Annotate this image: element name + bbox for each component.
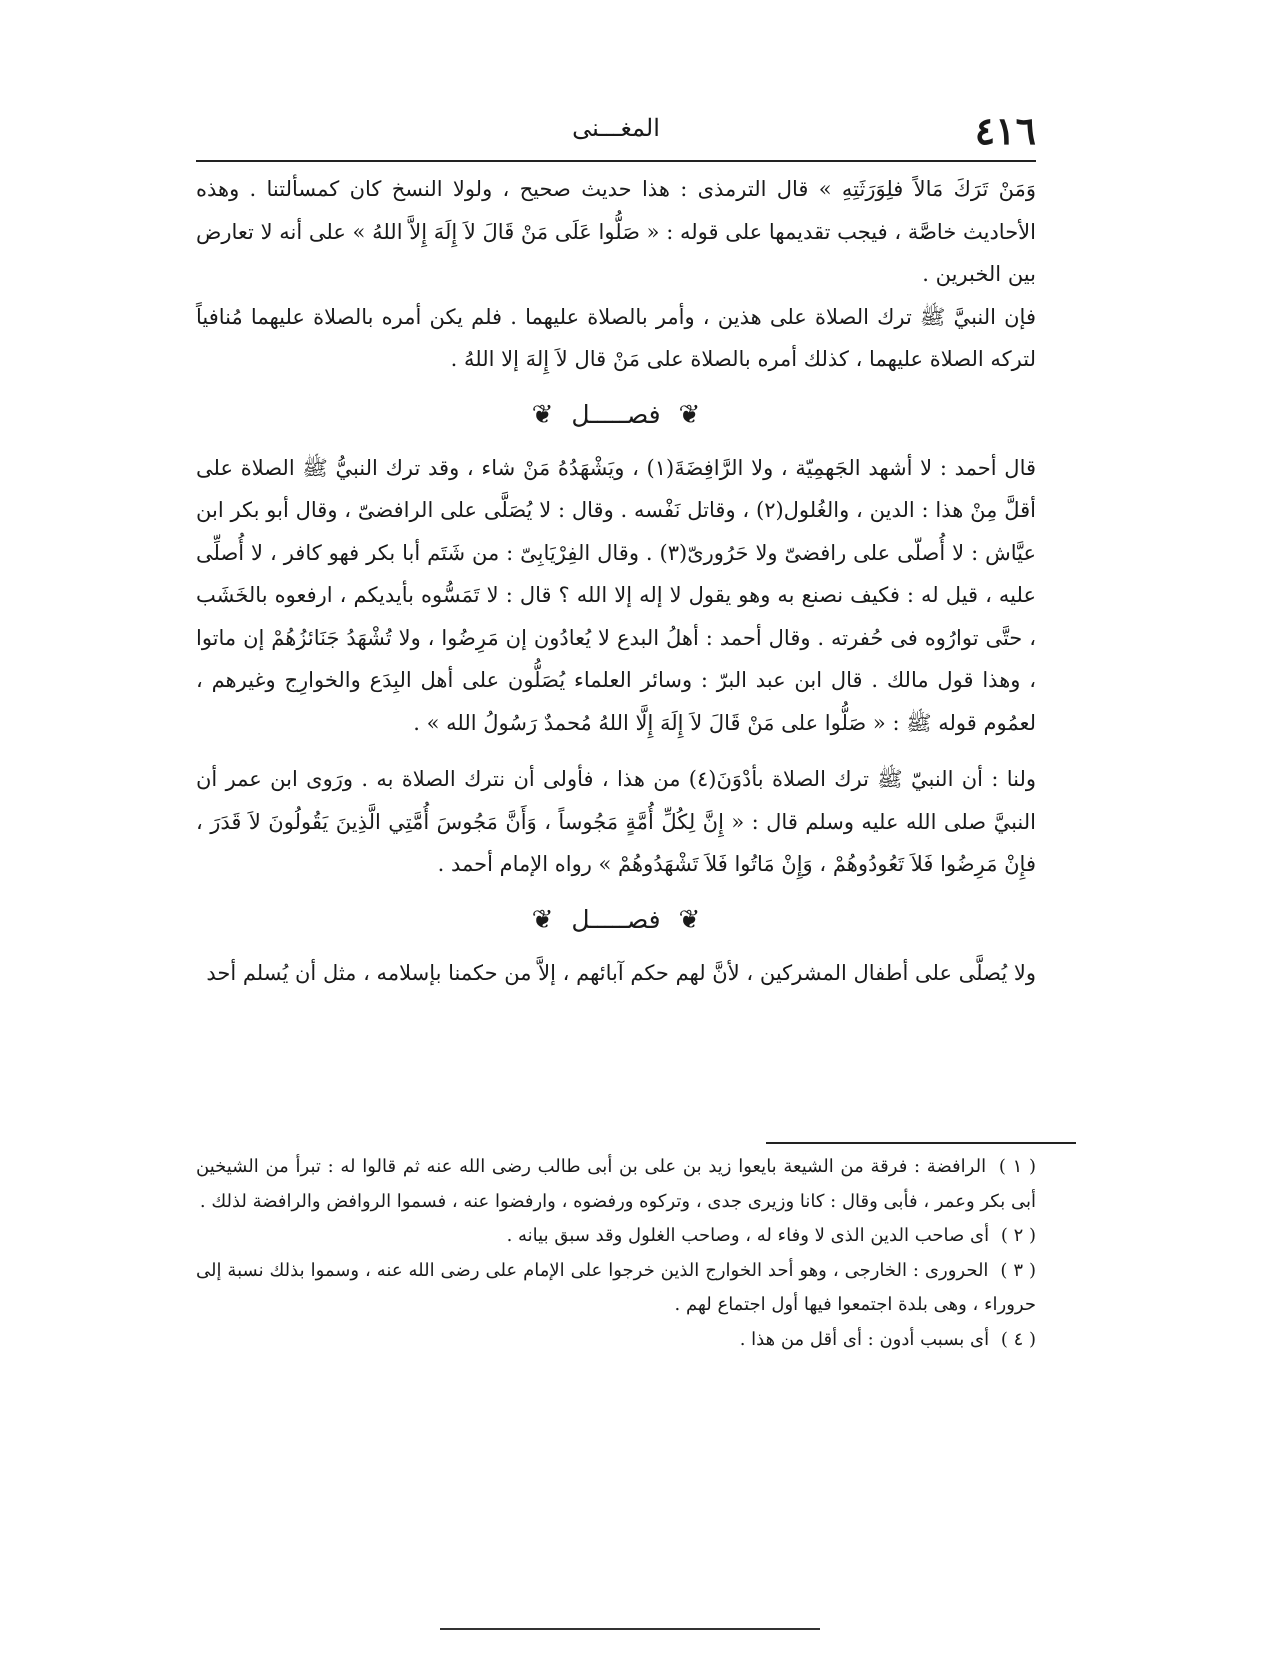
- page-number: ٤١٦: [974, 108, 1036, 153]
- page-header: [196, 108, 1036, 158]
- footnote: [196, 1323, 1036, 1358]
- paragraph: ولنا : أن النبيّ ﷺ ترك الصلاة بأدْوَنَ(٤) من هذا ، فأولى أن نترك الصلاة به . ورَوى ابن عمر أن النبيَّ صلى الله عليه وسلم قال : « إِنَّ لِكُلِّ أُمَّةٍ مَجُوساً ، وَأَنَّ مَجُوسَ أُمَّتِي الَّذِينَ يَقُولُونَ لاَ قَدَرَ ، فإِنْ مَرِضُوا فَلاَ تَعُودُوهُمْ ، وَإِنْ مَاتُوا فَلاَ تَشْهَدُوهُمْ » رواه الإمام أحمد .: [196, 767, 1036, 876]
- ornament-icon: ❦: [531, 905, 554, 935]
- ornament-icon: ❦: [678, 905, 701, 935]
- section-heading-label: فصـــــل: [571, 905, 661, 934]
- ornament-icon: ❦: [531, 400, 554, 430]
- ornament-icon: ❦: [678, 400, 701, 430]
- paragraph: وَمَنْ تَرَكَ مَالاً فلِوَرَثَتِهِ » قال الترمذى : هذا حديث صحيح ، ولولا النسخ كان كمسألتنا . وهذه الأحاديث خاصَّة ، فيجب تقديمها على قوله : « صَلُّوا عَلَى مَنْ قَالَ لاَ إِلَهَ إِلاَّ اللهُ » على أنه لا تعارض بين الخبرين .: [196, 177, 1036, 286]
- paragraph: ولا يُصلَّى على أطفال المشركين ، لأنَّ لهم حكم آبائهم ، إلاَّ من حكمنا بإسلامه ، مثل أن يُسلم أحد: [206, 960, 1036, 985]
- paragraph: فإن النبيَّ ﷺ ترك الصلاة على هذين ، وأمر بالصلاة عليهما . فلم يكن أمره بالصلاة عليهما مُنافياً لتركه الصلاة عليهما ، كذلك أمره بالصلاة على مَنْ قال لاَ إِلهَ إلا اللهُ .: [196, 304, 1036, 371]
- bottom-rule: [440, 1628, 820, 1630]
- section-heading: [196, 886, 1036, 952]
- footnote-text: الرافضة : فرقة من الشيعة بايعوا زيد بن على بن أبى طالب رضى الله عنه ثم قالوا له : تبرأ من الشيخين أبى بكر وعمر ، فأبى وقال : كانا وزيرى جدى ، وتركوه ورفضوه ، وارفضوا عنه ، فسموا الروافض والرافضة لذلك .: [196, 1156, 1036, 1212]
- footnote-mark: ( ٣ ): [1000, 1259, 1036, 1281]
- footnote-mark: ( ١ ): [998, 1156, 1036, 1177]
- footnote-mark: ( ٤ ): [1000, 1328, 1036, 1350]
- footnote-mark: ( ٢ ): [1000, 1225, 1036, 1246]
- main-text: [196, 168, 1036, 994]
- footnote-text: أى صاحب الدين الذى لا وفاء له ، وصاحب الغلول وقد سبق بيانه .: [506, 1225, 990, 1246]
- header-rule: [196, 160, 1036, 162]
- section-heading-label: فصـــــل: [571, 400, 661, 429]
- footnote-rule: [766, 1142, 1076, 1144]
- footnote: [196, 1150, 1036, 1219]
- footnote: [196, 1254, 1036, 1323]
- running-title: المغـــنى: [572, 114, 660, 142]
- footnote: [196, 1219, 1036, 1254]
- section-heading: [196, 381, 1036, 447]
- footnotes: [196, 1150, 1036, 1357]
- footnote-text: أى بسبب أدون : أى أقل من هذا .: [739, 1328, 990, 1350]
- footnote-text: الحرورى : الخارجى ، وهو أحد الخوارج الذين خرجوا على الإمام على رضى الله عنه ، وسموا بذلك نسبة إلى حروراء ، وهى بلدة اجتمعوا فيها أول اجتماع لهم .: [196, 1259, 1036, 1315]
- paragraph: قال أحمد : لا أشهد الجَهمِيّة ، ولا الرَّافِضَةَ(١) ، ويَشْهَدُهُ مَنْ شاء ، وقد ترك النبيُّ ﷺ الصلاة على أقلَّ مِنْ هذا : الدين ، والغُلول(٢) ، وقاتل نَفْسه . وقال : لا يُصَلَّى على الرافضىّ ، وقال أبو بكر ابن عيَّاش : لا أُصلّى على رافضىّ ولا حَرُورىّ(٣) . وقال الفِرْيَابِىّ : من شَتَم أبا بكر فهو كافر ، لا أُصلِّى عليه ، قيل له : فكيف نصنع به وهو يقول لا إله إلا الله ؟ قال : لا تَمَسُّوه بأيديكم ، ارفعوه بالخَشَب ، حتَّى توارُوه فى حُفرته . وقال أحمد : أهلُ البدع لا يُعادُون إن مَرِضُوا ، ولا تُشْهَدُ جَنَائزُهُمْ إن ماتوا ، وهذا قول مالك . قال ابن عبد البرّ : وسائر العلماء يُصَلُّون على أهل البِدَع والخوارِج وغيرهم ، لعمُوم قوله ﷺ : « صَلُّوا على مَنْ قَالَ لاَ إِلَهَ إِلَّا اللهُ مُحمدٌ رَسُولُ الله » .: [196, 455, 1037, 735]
